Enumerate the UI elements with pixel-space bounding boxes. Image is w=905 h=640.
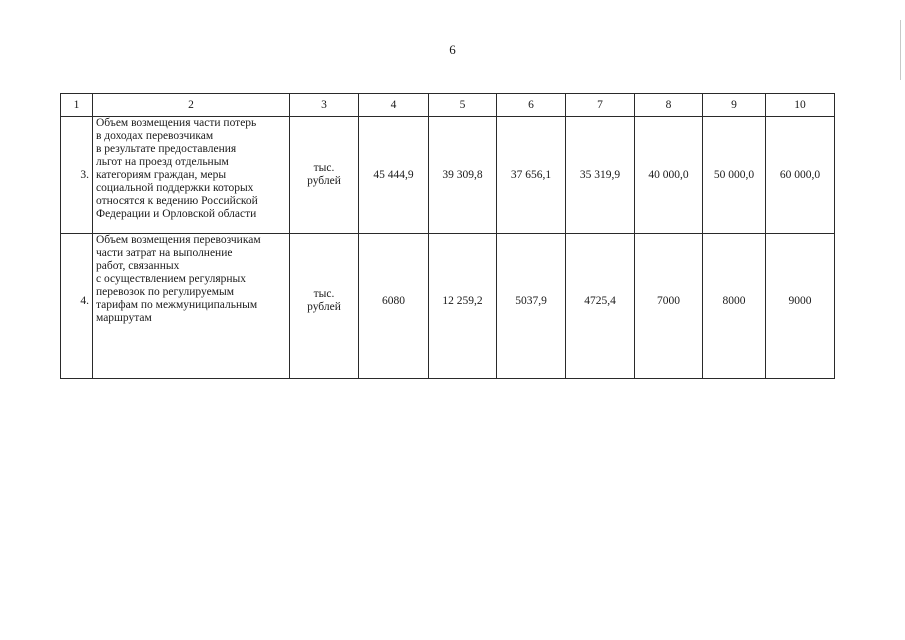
row-description xyxy=(93,117,290,234)
description-line: льгот на проезд отдельным xyxy=(96,156,229,168)
description-line: Объем возмещения перевозчикам xyxy=(96,234,261,246)
row-description xyxy=(93,234,290,379)
description-line: категориям граждан, меры xyxy=(96,169,227,181)
value-cell: 39 309,8 xyxy=(429,117,497,234)
value-cell: 5037,9 xyxy=(497,234,566,379)
unit-line: рублей xyxy=(307,301,341,313)
value-cell: 35 319,9 xyxy=(566,117,635,234)
value-cell: 9000 xyxy=(766,234,835,379)
header-cell: 10 xyxy=(766,94,835,117)
value-cell: 45 444,9 xyxy=(359,117,429,234)
description-line: Федерации и Орловской области xyxy=(96,208,257,220)
value-cell: 7000 xyxy=(635,234,703,379)
description-line: относятся к ведению Российской xyxy=(96,195,258,207)
header-cell: 5 xyxy=(429,94,497,117)
header-cell: 2 xyxy=(93,94,290,117)
description-line: части затрат на выполнение xyxy=(96,247,233,259)
description-line: в результате предоставления xyxy=(96,143,237,155)
header-cell: 1 xyxy=(61,94,93,117)
header-row xyxy=(61,94,835,117)
table-row xyxy=(61,234,835,379)
value-cell: 4725,4 xyxy=(566,234,635,379)
header-cell: 4 xyxy=(359,94,429,117)
unit-line: рублей xyxy=(307,175,341,187)
value-cell: 12 259,2 xyxy=(429,234,497,379)
description-line: тарифам по межмуниципальным xyxy=(96,299,258,311)
row-unit xyxy=(290,117,359,234)
description-line: работ, связанных xyxy=(96,260,180,272)
data-table xyxy=(60,93,835,379)
header-cell: 3 xyxy=(290,94,359,117)
page-number: 6 xyxy=(449,42,456,57)
unit-line: тыс. xyxy=(313,162,335,174)
row-number: 3. xyxy=(61,117,93,234)
header-cell: 9 xyxy=(703,94,766,117)
row-unit xyxy=(290,234,359,379)
description-line: Объем возмещения части потерь xyxy=(96,117,257,129)
value-cell: 60 000,0 xyxy=(766,117,835,234)
description-line: маршрутам xyxy=(96,312,152,324)
description-line: в доходах перевозчикам xyxy=(96,130,214,142)
description-line: социальной поддержки которых xyxy=(96,182,254,194)
value-cell: 50 000,0 xyxy=(703,117,766,234)
unit-line: тыс. xyxy=(313,288,335,300)
description-line: перевозок по регулируемым xyxy=(96,286,234,298)
description-line: с осуществлением регулярных xyxy=(96,273,247,285)
row-number: 4. xyxy=(61,234,93,379)
value-cell: 40 000,0 xyxy=(635,117,703,234)
value-cell: 37 656,1 xyxy=(497,117,566,234)
value-cell: 8000 xyxy=(703,234,766,379)
header-cell: 6 xyxy=(497,94,566,117)
header-cell: 7 xyxy=(566,94,635,117)
header-cell: 8 xyxy=(635,94,703,117)
value-cell: 6080 xyxy=(359,234,429,379)
table-row xyxy=(61,117,835,234)
